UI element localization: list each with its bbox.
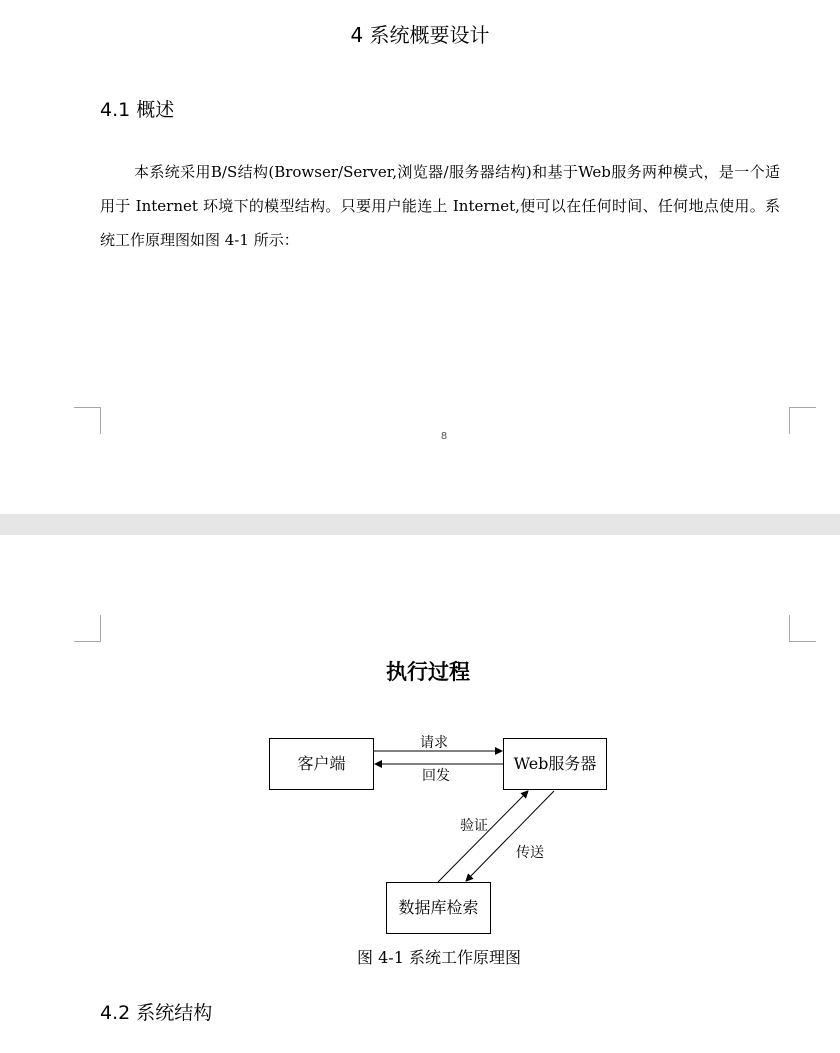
architecture-diagram: [0, 535, 840, 1053]
verify-arrow: [438, 791, 528, 882]
section-heading-4-1: 4.1 概述: [100, 99, 175, 121]
page-separator: [0, 514, 840, 535]
response-label: 回发: [422, 768, 450, 784]
margin-corner-bottom-left: [74, 407, 101, 434]
margin-corner-bottom-right: [789, 407, 816, 434]
client-label: 客户端: [297, 754, 346, 773]
page-number: 8: [440, 431, 448, 442]
request-label: 请求: [420, 735, 448, 751]
document-page-9: [0, 535, 840, 1053]
document-page-8: [0, 0, 840, 514]
transfer-label: 传送: [516, 845, 544, 861]
database-label: 数据库检索: [398, 898, 479, 917]
chapter-title: 4 系统概要设计: [350, 23, 490, 47]
transfer-arrow: [466, 791, 554, 881]
overview-paragraph: 本系统采用B/S结构(Browser/Server,浏览器/服务器结构)和基于Web服务两种模式，是一个适用于 Internet 环境下的模型结构。只要用户能连上 Internet,便可以在任何时间、任何地点使用。系统工作原理图如图 4-1 所示：: [100, 163, 780, 249]
web-server-label: Web服务器: [513, 754, 597, 773]
diagram-title: 执行过程: [386, 659, 470, 684]
section-heading-4-2: 4.2 系统结构: [100, 1002, 213, 1024]
figure-caption: 图 4-1 系统工作原理图: [357, 948, 521, 967]
verify-label: 验证: [460, 818, 488, 834]
